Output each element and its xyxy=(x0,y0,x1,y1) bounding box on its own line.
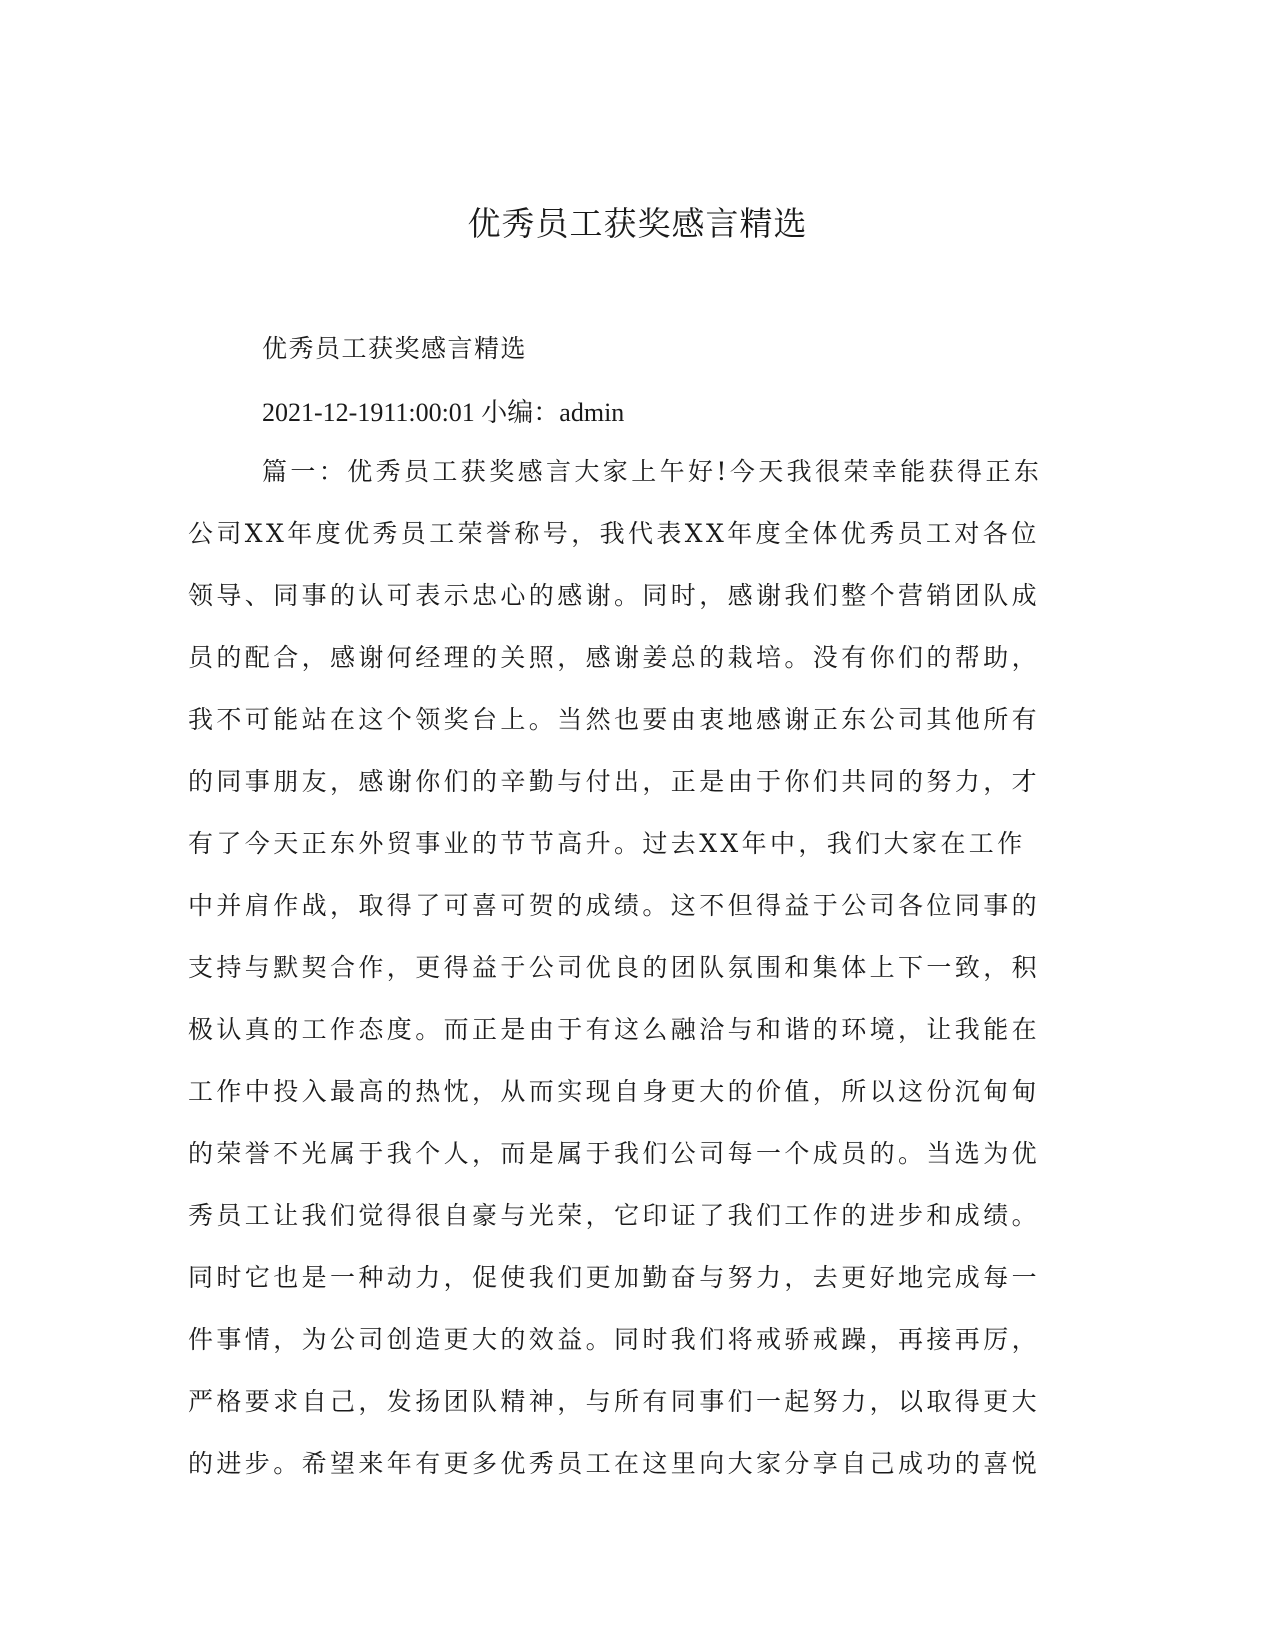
body-line: 支持与默契合作，更得益于公司优良的团队氛围和集体上下一致，积 xyxy=(188,953,1041,982)
body-line: 的荣誉不光属于我个人，而是属于我们公司每一个成员的。当选为优 xyxy=(188,1139,1041,1168)
document-title: 优秀员工获奖感言精选 xyxy=(467,204,808,243)
body-line: 公司XX年度优秀员工荣誉称号，我代表XX年度全体优秀员工对各位 xyxy=(188,519,1040,548)
body-line: 我不可能站在这个领奖台上。当然也要由衷地感谢正东公司其他所有 xyxy=(188,705,1041,734)
body-line: 中并肩作战，取得了可喜可贺的成绩。这不但得益于公司各位同事的 xyxy=(188,891,1041,920)
document-subtitle: 优秀员工获奖感言精选 xyxy=(262,334,528,363)
body-line: 同时它也是一种动力，促使我们更加勤奋与努力，去更好地完成每一 xyxy=(188,1263,1041,1292)
body-line: 件事情，为公司创造更大的效益。同时我们将戒骄戒躁，再接再厉， xyxy=(188,1325,1041,1354)
document-meta: 2021-12-1911:00:01 小编：admin xyxy=(262,398,625,427)
body-line: 工作中投入最高的热忱，从而实现自身更大的价值，所以这份沉甸甸 xyxy=(188,1077,1041,1106)
body-line: 员的配合，感谢何经理的关照，感谢姜总的栽培。没有你们的帮助， xyxy=(188,643,1041,672)
document-body xyxy=(188,456,1068,1510)
body-line: 的同事朋友，感谢你们的辛勤与付出，正是由于你们共同的努力，才 xyxy=(188,767,1041,796)
body-line: 的进步。希望来年有更多优秀员工在这里向大家分享自己成功的喜悦 xyxy=(188,1449,1041,1478)
body-line: 篇一：优秀员工获奖感言大家上午好!今天我很荣幸能获得正东 xyxy=(262,457,1043,486)
body-line: 极认真的工作态度。而正是由于有这么融洽与和谐的环境，让我能在 xyxy=(188,1015,1041,1044)
body-line: 秀员工让我们觉得很自豪与光荣，它印证了我们工作的进步和成绩。 xyxy=(188,1201,1041,1230)
body-line: 领导、同事的认可表示忠心的感谢。同时，感谢我们整个营销团队成 xyxy=(188,581,1041,610)
body-line: 严格要求自己，发扬团队精神，与所有同事们一起努力，以取得更大 xyxy=(188,1387,1041,1416)
body-line: 有了今天正东外贸事业的节节高升。过去XX年中，我们大家在工作 xyxy=(188,829,1026,858)
